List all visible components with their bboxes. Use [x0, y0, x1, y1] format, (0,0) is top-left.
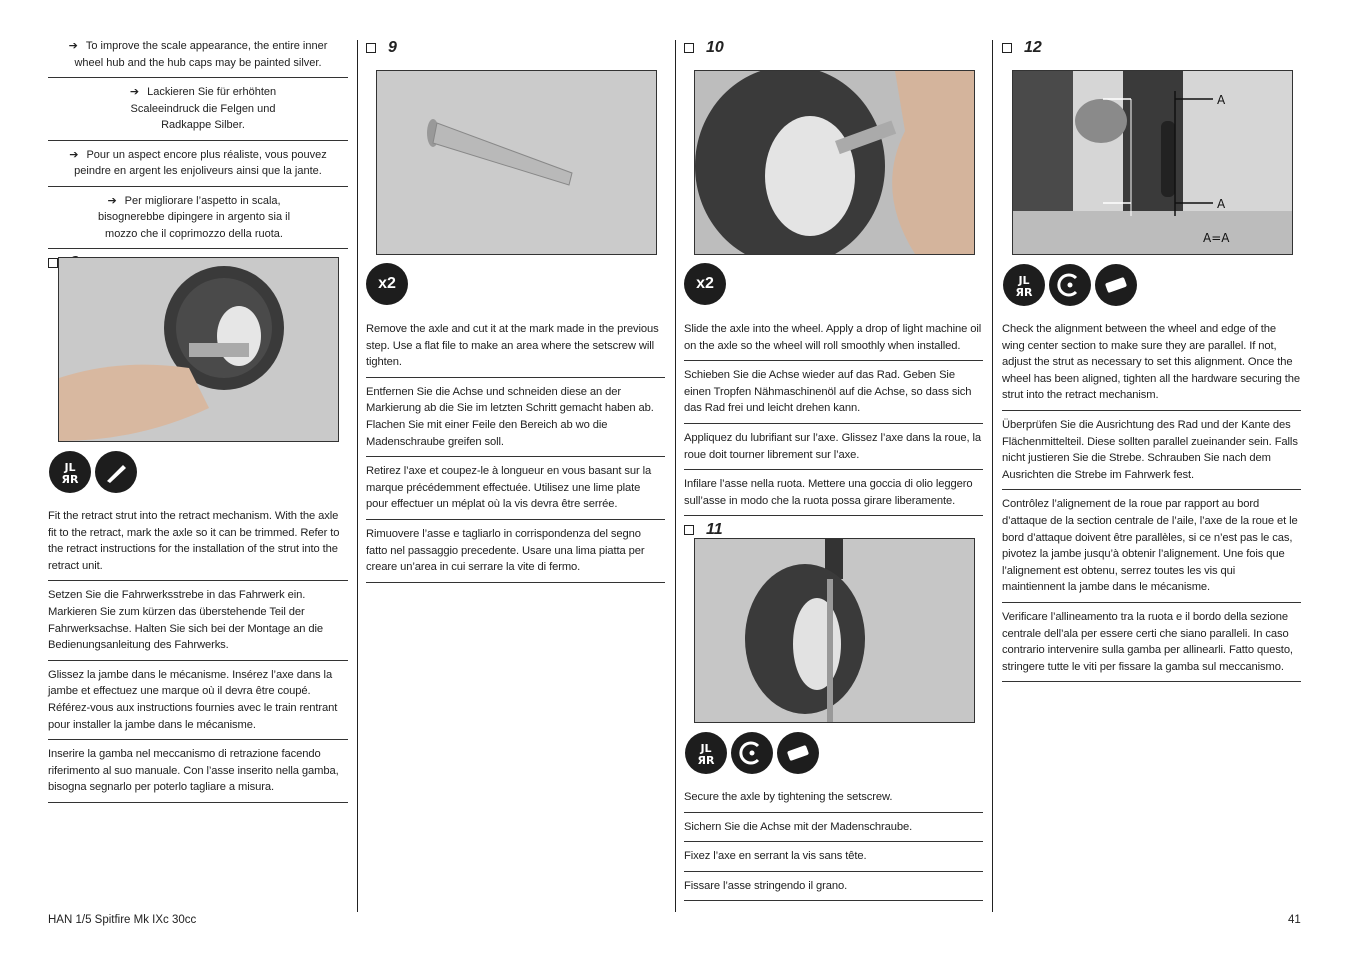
- alignment-equation: A=A: [1203, 231, 1230, 245]
- instruction-it: Infilare l’asse nella ruota. Mettere una goccia di olio leggero sull’asse in modo che la ruota possa girare liberamente.: [684, 470, 983, 516]
- retract-icon: [1003, 264, 1045, 306]
- tip-note: [48, 78, 348, 141]
- tip-text: Per migliorare l’aspetto in scala, bisognerebbe dipingere in argento sia il mozzo che il coprimozzo della ruota.: [97, 194, 291, 240]
- screw-tighten-icon: [1049, 264, 1091, 306]
- arrow-icon: ➔: [69, 148, 79, 161]
- cutter-icon: [95, 451, 137, 493]
- step-10-icons: [684, 263, 730, 305]
- step-number: 11: [706, 521, 723, 539]
- column-2-text: [366, 321, 665, 583]
- instruction-de: Überprüfen Sie die Ausrichtung des Rad und der Kante des Flächenmittelteil. Diese sollten parallel zueinander sein. Falls nicht justieren Sie die Strebe. Schrauben Sie nach dem Ausrichten die Strebe im Fahrwerk fest.: [1002, 411, 1301, 490]
- step-checkbox[interactable]: [684, 43, 694, 53]
- tip-text: Pour un aspect encore plus réaliste, vous pouvez peindre en argent les enjoliveurs ainsi que la jante.: [74, 148, 327, 177]
- instruction-en: Remove the axle and cut it at the mark made in the previous step. Use a flat file to make an area where the setscrew will tighten.: [366, 321, 665, 378]
- tip-text: Lackieren Sie für erhöhten Scaleeindruck die Felgen und Radkappe Silber.: [130, 86, 277, 131]
- tip-note: [48, 38, 348, 78]
- footer-title: HAN 1/5 Spitfire Mk IXc 30cc: [48, 914, 197, 926]
- screw-tighten-icon: [731, 732, 773, 774]
- step-number: 10: [706, 39, 724, 56]
- instruction-fr: Retirez l’axe et coupez-le à longueur en vous basant sur la marque précédemment effectuée. Utilisez une lime plate pour effectuer un méplat où la vis devra être serrée.: [366, 457, 665, 520]
- step-10-photo: [694, 70, 975, 255]
- svg-text:JL: JL: [1018, 274, 1030, 287]
- column-3: [684, 38, 983, 58]
- column-3-text: [684, 321, 983, 540]
- svg-text:JL: JL: [700, 742, 712, 755]
- column-4-text: [1002, 321, 1301, 682]
- step-8-photo: [58, 257, 339, 442]
- alignment-label-a-bottom: A: [1217, 197, 1226, 211]
- instruction-de: Entfernen Sie die Achse und schneiden diese an der Markierung ab die Sie im letzten Schritt gemacht haben ab. Flachen Sie mit einer Feile den Bereich ab wo die Madenschraube greifen soll.: [366, 378, 665, 457]
- instruction-en: Fit the retract strut into the retract mechanism. With the axle fit to the retract, mark the axle so it can be trimmed. Refer to the retract instructions for the installation of the strut into the retract unit.: [48, 508, 348, 581]
- column-divider: [675, 40, 676, 912]
- instruction-fr: Contrôlez l’alignement de la roue par rapport au bord d’attaque de la section centrale de l’aile, l’axe de la roue et le bord d’attaque doivent être parallèles, si ce n’est pas le cas, pivotez la jambe jusqu’à obtenir l’alignement. Une fois que l’alignement est obtenu, serrez toutes les vis qui maintiennent la jambe dans le mécanisme.: [1002, 490, 1301, 603]
- instruction-fr: Appliquez du lubrifiant sur l’axe. Glissez l’axe dans la roue, la roue doit tourner librement sur l’axe.: [684, 424, 983, 470]
- column-3-text-2: [684, 789, 983, 901]
- quantity-badge: x2: [684, 263, 726, 305]
- retract-icon: [685, 732, 727, 774]
- threadlock-icon: [1095, 264, 1137, 306]
- tip-note: [48, 141, 348, 187]
- instruction-en: Secure the axle by tightening the setscrew.: [684, 789, 983, 813]
- svg-text:ЯR: ЯR: [697, 754, 715, 766]
- step-checkbox[interactable]: [1002, 43, 1012, 53]
- instruction-fr: Glissez la jambe dans le mécanisme. Insérez l’axe dans la jambe et effectuez une marque où il devra être coupé. Référez-vous aux instructions fournies avec le train rentrant pour installer la jambe dans le mécanisme.: [48, 661, 348, 740]
- instruction-de: Schieben Sie die Achse wieder auf das Rad. Geben Sie einen Tropfen Nähmaschinenöl auf die Achse, so dass sich das Rad frei und leicht drehen kann.: [684, 361, 983, 424]
- instruction-it: Inserire la gamba nel meccanismo di retrazione facendo riferimento al suo manuale. Con l’asse inserito nella gamba, bisogna segnarlo per poterlo tagliare a misura.: [48, 740, 348, 803]
- page-number: 41: [1288, 914, 1301, 926]
- alignment-label-a-top: A: [1217, 93, 1226, 107]
- column-1: [48, 38, 348, 273]
- instruction-de: Setzen Sie die Fahrwerksstrebe in das Fahrwerk ein. Markieren Sie zum kürzen das überstehende Teil der Fahrwerksachse. Halten Sie sich bei der Montage an die Bedienungsanleitung des Fahrwerks.: [48, 581, 348, 660]
- arrow-icon: ➔: [68, 40, 78, 52]
- tip-text: To improve the scale appearance, the entire inner wheel hub and the hub caps may be painted silver.: [74, 40, 328, 69]
- step-8-icons: [49, 451, 141, 493]
- step-heading: [366, 38, 665, 58]
- column-divider: [992, 40, 993, 912]
- step-12-photo: [1012, 70, 1293, 255]
- tip-note: [48, 187, 348, 250]
- retract-icon: [49, 451, 91, 493]
- svg-text:ЯR: ЯR: [1015, 286, 1033, 298]
- svg-text:JL: JL: [64, 461, 76, 474]
- column-1-text: [48, 508, 348, 803]
- step-number: 9: [388, 39, 397, 56]
- step-checkbox[interactable]: [48, 258, 58, 268]
- instruction-it: Verificare l’allineamento tra la ruota e il bordo della sezione centrale dell’ala per essere certi che siano paralleli. In caso contrario intervenire sulla gamba per allinearli. Fatto questo, stringere tutte le viti per fissare la gamba sul meccanismo.: [1002, 603, 1301, 682]
- step-number: 12: [1024, 39, 1042, 56]
- instruction-it: Rimuovere l’asse e tagliarlo in corrispondenza del segno fatto nel passaggio precedente. Usare una lima piatta per creare un’area in cui serrare la vite di fermo.: [366, 520, 665, 583]
- threadlock-icon: [777, 732, 819, 774]
- step-heading: [1002, 38, 1301, 58]
- arrow-icon: ➔: [107, 194, 117, 207]
- step-heading: [684, 38, 983, 58]
- step-9-photo: [376, 70, 657, 255]
- instruction-en: Check the alignment between the wheel and edge of the wing center section to make sure they are parallel. If not, adjust the strut as necessary to set this alignment. Once the wheel has been aligned, tighten all the hardware securing the strut into the retract mechanism.: [1002, 321, 1301, 411]
- instruction-en: Slide the axle into the wheel. Apply a drop of light machine oil on the axle so the wheel will roll smoothly when installed.: [684, 321, 983, 361]
- column-2: [366, 38, 665, 58]
- step-checkbox[interactable]: [366, 43, 376, 53]
- step-11-icons: [685, 732, 823, 774]
- step-9-icons: [366, 263, 412, 305]
- svg-text:ЯR: ЯR: [61, 473, 79, 485]
- instruction-fr: Fixez l’axe en serrant la vis sans tête.: [684, 842, 983, 872]
- step-12-icons: [1003, 264, 1141, 306]
- column-divider: [357, 40, 358, 912]
- step-checkbox[interactable]: [684, 525, 694, 535]
- instruction-it: Fissare l’asse stringendo il grano.: [684, 872, 983, 902]
- quantity-badge: x2: [366, 263, 408, 305]
- instruction-de: Sichern Sie die Achse mit der Madenschraube.: [684, 813, 983, 843]
- arrow-icon: ➔: [129, 86, 140, 98]
- step-11-photo: [694, 538, 975, 723]
- column-4: [1002, 38, 1301, 58]
